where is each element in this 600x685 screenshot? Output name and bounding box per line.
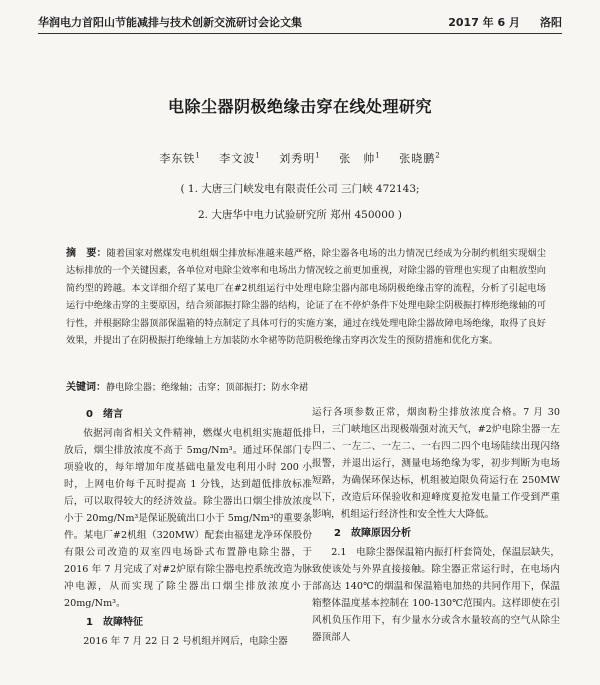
author: 刘秀明$^1$ bbox=[279, 151, 321, 165]
author: 李东铁$^1$ bbox=[159, 151, 201, 165]
abstract-label: 摘 要： bbox=[66, 248, 107, 259]
paragraph: 运行各项参数正常，烟囱粉尘排放浓度合格。7 月 30 日，三门峡地区出现极端强对流天气，#2炉电除尘器一左四二、一左二、一左二、一右四二四个电场陆续出现闪络报警，并退出运行，测量电场绝缘为零，初步判断为电场短路，为确保环保达标，机组被迫限负荷运行在 250MW 以下，改造后环保验收和迎峰度夏抢发电量工作受到严重影响，机组运行经济性和安全性大大降低。 bbox=[312, 407, 560, 520]
paper-title: 电除尘器阴极绝缘击穿在线处理研究 bbox=[167, 97, 432, 116]
conference-city: 洛阳 bbox=[540, 16, 562, 29]
header-rule bbox=[38, 33, 562, 34]
section-heading: 1 故障特征 bbox=[86, 617, 143, 628]
author: 张晓鹏$^2$ bbox=[399, 151, 441, 165]
affiliation-1: ( 1. 大唐三门峡发电有限责任公司 三门峡 472143; bbox=[180, 183, 420, 195]
issue-date: 2017 年 6 月 bbox=[448, 16, 520, 29]
author-list bbox=[0, 150, 600, 166]
keywords-label: 关键词： bbox=[66, 382, 106, 393]
abstract bbox=[66, 245, 546, 349]
author: 张 帅$^1$ bbox=[339, 151, 381, 165]
keywords bbox=[66, 378, 546, 393]
paragraph: 2.1 电除尘器保温箱内振打杆套筒处，保温层缺失，致使该处与外界直接接触。除尘器正常运行时，在电场内部高达 140℃的烟温和保温箱电加热的共同作用下，保温箱整体温度基本控制在 100-130℃范围内。这样即使在引风机负压作用下，有少量水分或含水量较高的空气从除尘器顶部人 bbox=[312, 547, 560, 643]
body-column-left bbox=[64, 404, 312, 650]
paragraph: 依据河南省相关文件精神，燃煤火电机组实施超低排放后，烟尘排放浓度不高于 5mg/Nm³。通过环保部门专项验收的，每年增加年度基础电量发电利用小时 200 小时，上网电价每千瓦时提高 1 分钱，达到超低排放标准后，可以取得较大的经济效益。除尘器出口烟尘排放浓度小于 20mg/Nm³是保证脱硫出口小于 5mg/Nm³的重要条件。某电厂#2机组（320MW）配套由福建龙净环保股份有限公司改造的双室四电场卧式布置静电除尘器，于 2016 年 7 月完成了对#2炉原有除尘器电控系统改造为脉冲电源，从而实现了除尘器出口烟尘排放浓度小于 20mg/Nm³。 bbox=[64, 428, 312, 609]
body-column-right bbox=[312, 404, 560, 646]
abstract-text: 随着国家对燃煤发电机组烟尘排放标准越来越严格，除尘器各电场的出力情况已经成为分制约机组实现烟尘达标排放的一个关键因素，各单位对电除尘效率和电场出力情况较之前更加重视，对除尘器的管理也实现了由粗放型向简约型的跨越。本文详细介绍了某电厂在#2机组运行中处理电除尘器内部电场阴极绝缘击穿的流程，分析了引起电场运行中绝缘击穿的主要原因，结合须部振打除尘器的结构，论证了在不停炉条件下处理电除尘阴极振打棒形绝缘轴的可行性，并根据除尘器顶部保温箱的特点制定了具体可行的实施方案，通过在线处理电除尘器故障电场绝缘，取得了良好效果，并提出了在阴极振打绝缘轴上方加装防水伞裙等防范阴极绝缘击穿再次发生的预防措施和优化方案。 bbox=[66, 248, 546, 347]
paragraph: 2016 年 7 月 22 日 2 号机组并网后，电除尘器 bbox=[83, 636, 288, 647]
affiliation-2: 2. 大唐华中电力试验研究所 郑州 450000 ) bbox=[197, 209, 403, 221]
keywords-text: 静电除尘器；绝缘轴；击穿；顶部振打；防水伞裙 bbox=[106, 382, 309, 393]
author: 李文波$^1$ bbox=[219, 151, 261, 165]
section-heading: 2 故障原因分析 bbox=[334, 528, 411, 539]
running-header bbox=[38, 10, 562, 32]
section-heading: 0 绪言 bbox=[86, 409, 123, 420]
journal-name: 华润电力首阳山节能减排与技术创新交流研讨会论文集 bbox=[38, 16, 302, 29]
